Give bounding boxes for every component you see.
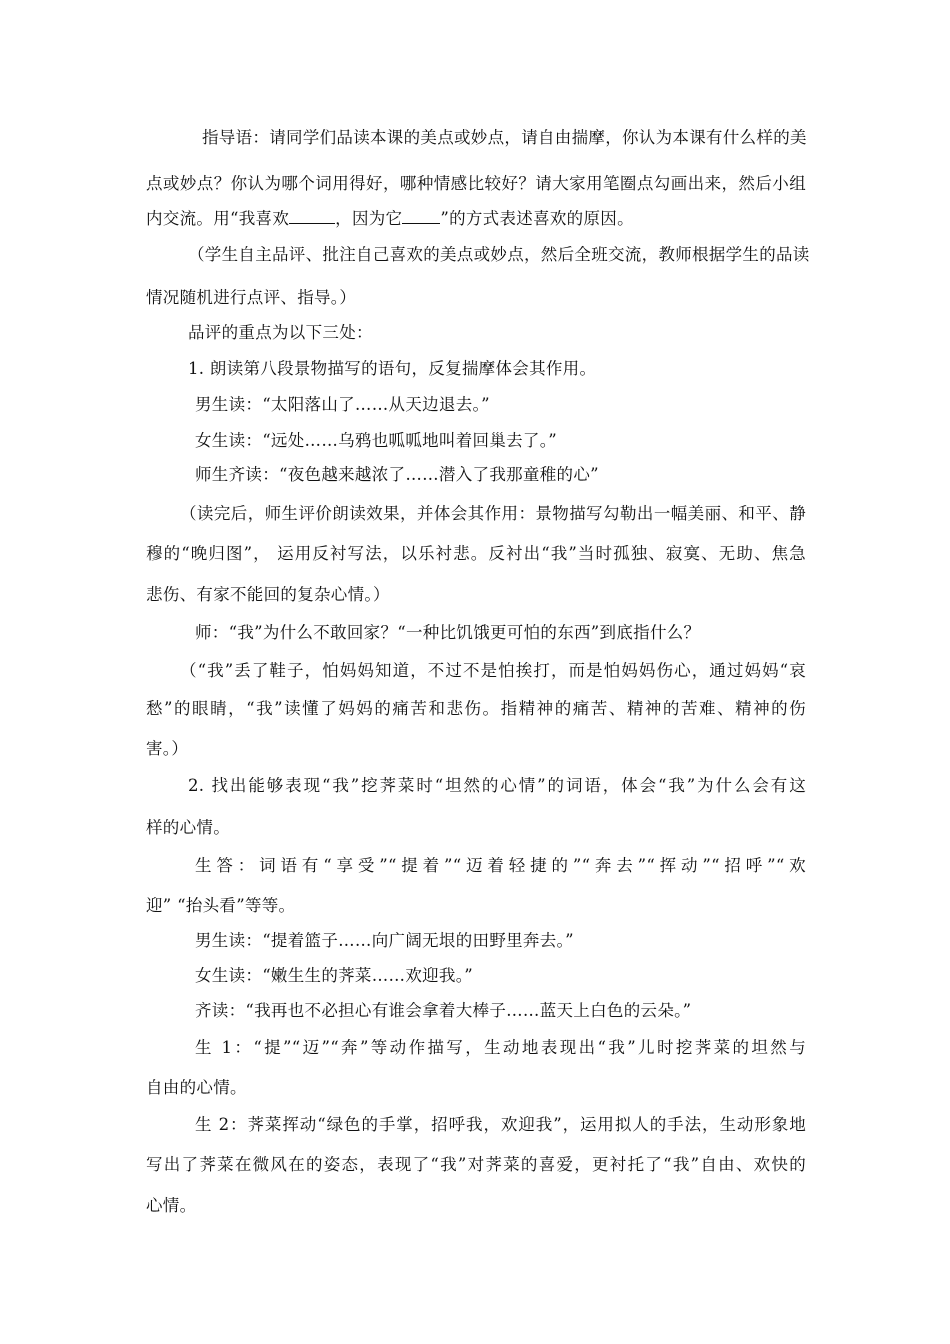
paragraph-17-line-2: 写出了荠菜在微风在的姿态，表现了“我”对荠菜的喜爱，更衬托了“我”自由、欢快的: [146, 1155, 806, 1174]
paragraph-1-line-1: 指导语：请同学们品读本课的美点或妙点，请自由揣摩，你认为本课有什么样的美: [202, 128, 807, 147]
paragraph-1-line-3-part-b: ，因为它: [335, 209, 403, 228]
paragraph-8-line-2: 穆的“晚归图”， 运用反衬写法，以乐衬悲。反衬出“我”当时孤独、寂寞、无助、焦急: [146, 544, 806, 563]
paragraph-2-line-1: （学生自主品评、批注自己喜欢的美点或妙点，然后全班交流，教师根据学生的品读: [188, 245, 810, 264]
paragraph-13: 男生读：“提着篮子……向广阔无垠的田野里奔去。”: [195, 931, 574, 950]
paragraph-7: 师生齐读：“夜色越来越浓了……潜入了我那童稚的心”: [195, 465, 599, 484]
paragraph-12-line-2: 迎” “抬头看”等等。: [146, 896, 296, 915]
paragraph-11-line-1: 2. 找出能够表现“我”挖荠菜时“坦然的心情”的词语，体会“我”为什么会有这: [188, 776, 806, 795]
paragraph-15: 齐读：“我再也不必担心有谁会拿着大棒子……蓝天上白色的云朵。”: [195, 1001, 692, 1020]
paragraph-1-line-3-part-a: 内交流。用“我喜欢: [146, 209, 290, 228]
paragraph-1-line-2: 点或妙点？你认为哪个词用得好，哪种情感比较好？请大家用笔圈点勾画出来，然后小组: [146, 174, 806, 193]
paragraph-1-line-3-part-c: ”的方式表述喜欢的原因。: [440, 209, 634, 228]
paragraph-16-line-2: 自由的心情。: [146, 1078, 247, 1097]
paragraph-8-line-1: （读完后，师生评价朗读效果，并体会其作用：景物描写勾勒出一幅美丽、和平、静: [180, 504, 806, 523]
paragraph-2-line-2: 情况随机进行点评、指导。）: [146, 288, 357, 307]
paragraph-10-line-2: 愁”的眼睛，“我”读懂了妈妈的痛苦和悲伤。指精神的痛苦、精神的苦难、精神的伤: [146, 699, 806, 718]
paragraph-11-line-2: 样的心情。: [146, 818, 230, 837]
paragraph-17-line-3: 心情。: [146, 1196, 197, 1215]
paragraph-9: 师：“我”为什么不敢回家？“一种比饥饿更可怕的东西”到底指什么？: [195, 623, 701, 642]
fill-blank-1: [289, 209, 335, 224]
paragraph-1-line-3: [146, 209, 634, 229]
paragraph-8-line-3: 悲伤、有家不能回的复杂心情。）: [146, 585, 390, 604]
paragraph-4: 1. 朗读第八段景物描写的语句，反复揣摩体会其作用。: [188, 359, 597, 378]
paragraph-10-line-3: 害。）: [146, 739, 189, 758]
paragraph-17-line-1: 生 2：荠菜挥动“绿色的手掌，招呼我，欢迎我”，运用拟人的手法，生动形象地: [195, 1115, 806, 1134]
paragraph-10-line-1: （“我”丢了鞋子，怕妈妈知道，不过不是怕挨打，而是怕妈妈伤心，通过妈妈“哀: [180, 661, 806, 680]
paragraph-3: 品评的重点为以下三处：: [188, 323, 373, 342]
paragraph-16-line-1: 生 1：“提”“迈”“奔”等动作描写，生动地表现出“我”儿时挖荠菜的坦然与: [195, 1038, 806, 1057]
paragraph-14: 女生读：“嫩生生的荠菜……欢迎我。”: [195, 966, 474, 985]
fill-blank-2: [402, 209, 440, 224]
paragraph-12-line-1: 生答：词语有“享受”“提着”“迈着轻捷的”“奔去”“挥动”“招呼”“欢: [195, 856, 806, 875]
paragraph-5: 男生读：“太阳落山了……从天边退去。”: [195, 395, 490, 414]
paragraph-6: 女生读：“远处……乌鸦也呱呱地叫着回巢去了。”: [195, 431, 558, 450]
